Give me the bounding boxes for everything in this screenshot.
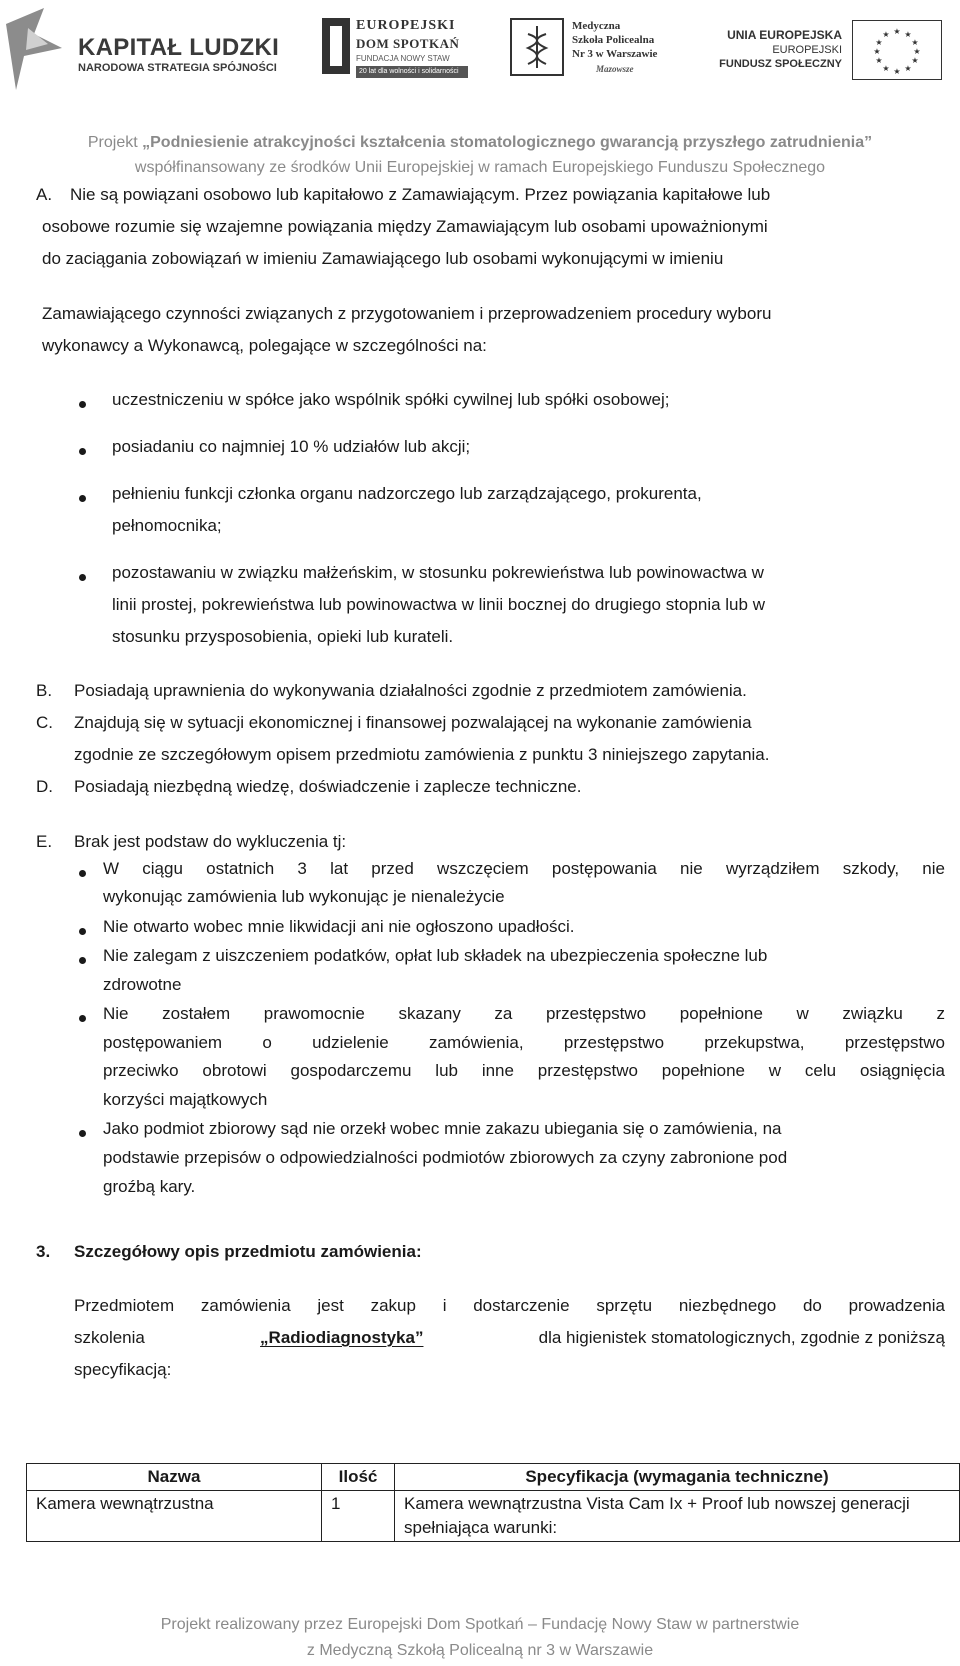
svg-text:★: ★ [875, 56, 883, 65]
section-e-bullet: postępowaniem o udzielenie zamówienia, przestępstwo przekupstwa, przestępstwo [103, 1033, 945, 1052]
section-a-bullet: uczestniczeniu w spółce jako wspólnik spółki cywilnej lub spółki osobowej; [112, 390, 670, 409]
section-e-bullet: Jako podmiot zbiorowy sąd nie orzekł wobec mnie zakazu ubiegania się o zamówienia, na [103, 1119, 782, 1138]
section-3-para-line: specyfikacją: [74, 1360, 172, 1379]
section-a-bullet: stosunku przysposobienia, opieki lub kurateli. [112, 627, 454, 646]
section-a-bullet: pełnieniu funkcji członka organu nadzorczego lub zarządzającego, prokurenta, [112, 484, 702, 503]
section-a-line: do zaciągania zobowiązań w imieniu Zamawiającego lub osobami wykonującymi w imieniu [42, 249, 724, 268]
section-3-title: Szczegółowy opis przedmiotu zamówienia: [74, 1242, 422, 1261]
section-a-bullet: pozostawaniu w związku małżeńskim, w stosunku pokrewieństwa lub powinowactwa w [112, 563, 764, 582]
svg-text:★: ★ [893, 27, 901, 36]
svg-text:★: ★ [913, 47, 921, 56]
msp-logo [510, 18, 700, 80]
eds-line2: DOM SPOTKAŃ [356, 36, 460, 51]
section-e-bullet: Nie zalegam z uiszczeniem podatków, opłat lub składek na ubezpieczenia społeczne lub [103, 946, 768, 965]
section-c-marker: C. [36, 713, 53, 732]
section-d-text: Posiadają niezbędną wiedzę, doświadczenie i zaplecze techniczne. [74, 777, 582, 796]
cell-specification: Kamera wewnątrzustna Vista Cam Ix + Proof lub nowszej generacji spełniająca warunki: [395, 1491, 960, 1542]
section-e-bullet: Nie zostałem prawomocnie skazany za przestępstwo popełnione w związku z [103, 1004, 945, 1023]
svg-text:★: ★ [875, 38, 883, 47]
svg-text:★: ★ [893, 67, 901, 76]
msp-line2: Szkoła Policealna [572, 34, 655, 46]
section-e-bullet: podstawie przepisów o odpowiedzialności podmiotów zbiorowych za czyny zabronione pod [103, 1148, 788, 1167]
caduceus-icon [510, 18, 564, 76]
training-name: „Radiodiagnostyka” [260, 1328, 424, 1347]
section-a-bullet: pełnomocnika; [112, 516, 222, 535]
table-header-row [27, 1464, 960, 1491]
table-row [27, 1491, 960, 1542]
section-a-bullet: posiadaniu co najmniej 10 % udziałów lub akcji; [112, 437, 471, 456]
svg-text:★: ★ [904, 64, 912, 73]
svg-text:★: ★ [882, 64, 890, 73]
section-3-para-line: Przedmiotem zamówienia jest zakup i dostarczenie sprzętu niezbędnego do prowadzenia [74, 1296, 945, 1315]
msp-line4: Mazowsze [596, 64, 634, 74]
eu-line2: EUROPEJSKI [772, 44, 842, 56]
bullet-icon [79, 957, 86, 964]
footer-line1: Projekt realizowany przez Europejski Dom Spotkań – Fundację Nowy Staw w partnerstwie [160, 1616, 800, 1633]
project-title-line [0, 134, 960, 152]
project-title: „Podniesienie atrakcyjności kształcenia stomatologicznego gwarancją przyszłego zatrudnienia” [142, 134, 873, 151]
bullet-icon [79, 1015, 86, 1022]
section-c-line: Znajdują się w sytuacji ekonomicznej i finansowej pozwalającej na wykonanie zamówienia [74, 713, 752, 732]
section-e-bullet: Nie otwarto wobec mnie likwidacji ani nie ogłoszono upadłości. [103, 917, 575, 936]
section-3-number: 3. [36, 1242, 51, 1261]
para-after: dla higienistek stomatologicznych, zgodnie z poniższą [533, 1328, 945, 1347]
section-a-line: Nie są powiązani osobowo lub kapitałowo z Zamawiającym. Przez powiązania kapitałowe lub [70, 185, 771, 204]
bullet-icon [79, 401, 86, 408]
msp-line1: Medyczna [572, 20, 621, 32]
svg-text:★: ★ [873, 47, 881, 56]
kapital-ludzki-logo [4, 4, 284, 92]
section-3-para-line [74, 1328, 945, 1348]
section-e-bullet: groźbą kary. [103, 1177, 196, 1196]
eu-line1: UNIA EUROPEJSKA [727, 28, 842, 42]
eds-logo [322, 16, 472, 80]
eu-line3: FUNDUSZ SPOŁECZNY [719, 58, 842, 70]
eds-line3: FUNDACJA NOWY STAW [356, 54, 450, 63]
section-e-bullet: W ciągu ostatnich 3 lat przed wszczęciem postępowania nie wyrządziłem szkody, nie [103, 859, 945, 878]
section-a-bullet: linii prostej, pokrewieństwa lub powinowactwa w linii bocznej do drugiego stopnia lub w [112, 595, 765, 614]
cell-name: Kamera wewnątrzustna [27, 1491, 322, 1542]
bullet-icon [79, 495, 86, 502]
section-a-line: osobowe rozumie się wzajemne powiązania między Zamawiającym lub osobami upoważnionymi [42, 217, 768, 236]
section-a-line: Zamawiającego czynności związanych z przygotowaniem i przeprowadzeniem procedury wyboru [42, 304, 772, 323]
eds-mark-icon [322, 18, 350, 74]
section-e-title: Brak jest podstaw do wykluczenia tj: [74, 832, 347, 851]
section-b-marker: B. [36, 681, 53, 700]
para-before: szkolenia [74, 1328, 150, 1347]
logo-bar [0, 0, 960, 100]
section-c-line: zgodnie ze szczegółowym opisem przedmiotu zamówienia z punktu 3 niniejszego zapytania. [74, 745, 770, 764]
eu-flag-icon [852, 20, 942, 80]
section-a-marker: A. [36, 185, 53, 204]
section-e-bullet: przeciwko obrotowi gospodarczemu lub inne przestępstwo popełnione w celu osiągnięcia [103, 1061, 945, 1080]
cell-quantity: 1 [322, 1491, 395, 1542]
kl-subtitle: NARODOWA STRATEGIA SPÓJNOŚCI [78, 62, 277, 74]
header-quantity: Ilość [322, 1464, 395, 1491]
footer-line2: z Medyczną Szkołą Policealną nr 3 w Warszawie [306, 1642, 654, 1659]
project-prefix: Projekt [87, 134, 143, 151]
section-e-bullet: wykonując zamówienia lub wykonując je nienależycie [103, 887, 505, 906]
section-e-bullet: zdrowotne [103, 975, 182, 994]
svg-text:★: ★ [911, 38, 919, 47]
cofinanced-line: współfinansowany ze środków Unii Europejskiej w ramach Europejskiego Funduszu Społecznego [134, 159, 826, 176]
svg-text:★: ★ [882, 30, 890, 39]
eu-logo [719, 20, 942, 82]
eds-line4: 20 lat dla wolności i solidarności [356, 66, 468, 78]
svg-text:★: ★ [911, 56, 919, 65]
header-specification: Specyfikacja (wymagania techniczne) [395, 1464, 960, 1491]
specification-table [26, 1463, 960, 1542]
header-name: Nazwa [27, 1464, 322, 1491]
bullet-icon [79, 448, 86, 455]
kl-title: KAPITAŁ LUDZKI [78, 34, 280, 61]
bullet-icon [79, 1130, 86, 1137]
section-e-bullet: korzyści majątkowych [103, 1090, 268, 1109]
svg-text:★: ★ [904, 30, 912, 39]
eds-line1: EUROPEJSKI [356, 18, 456, 33]
section-e-marker: E. [36, 832, 53, 851]
bullet-icon [79, 870, 86, 877]
section-a-line: wykonawcy a Wykonawcą, polegające w szczególności na: [42, 336, 487, 355]
bullet-icon [79, 928, 86, 935]
section-b-text: Posiadają uprawnienia do wykonywania działalności zgodnie z przedmiotem zamówienia. [74, 681, 747, 700]
section-d-marker: D. [36, 777, 53, 796]
bullet-icon [79, 574, 86, 581]
star-icon [4, 4, 68, 92]
msp-line3: Nr 3 w Warszawie [572, 48, 658, 60]
